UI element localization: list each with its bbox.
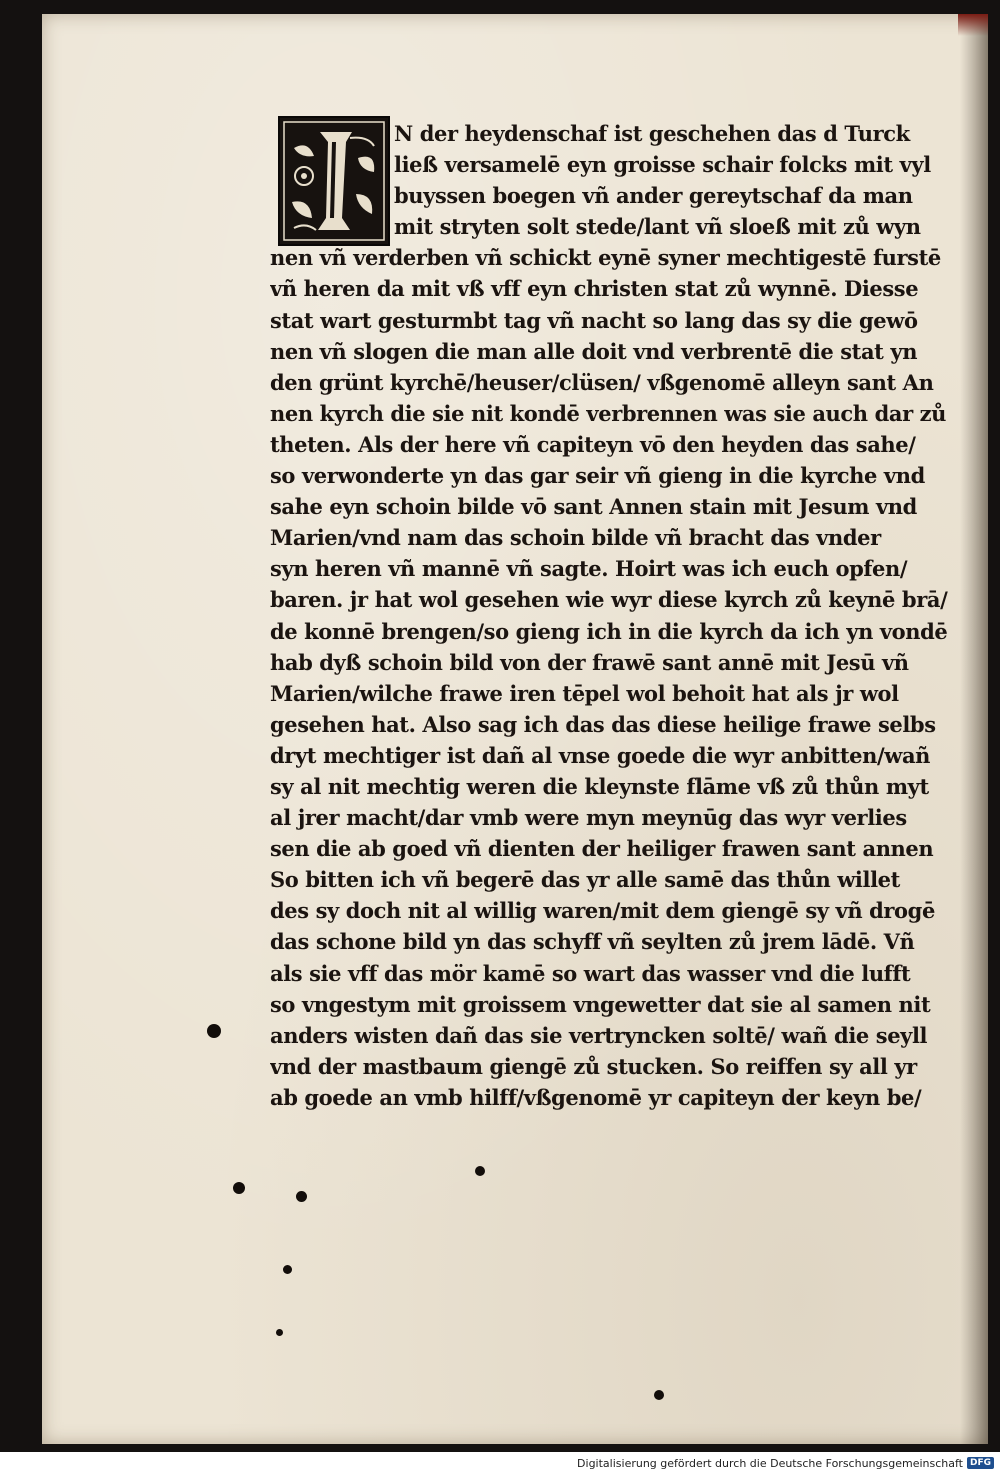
ink-speck xyxy=(207,1024,221,1038)
text-line-32: ab goede an vmb hilff/vßgenomē yr capiteyn der keyn be/ xyxy=(270,1084,922,1110)
text-line-3: buyssen boegen vñ ander gereytschaf da man xyxy=(394,183,913,209)
text-line-28: als sie vff das mör kamē so wart das wasser vnd die lufft xyxy=(270,960,911,986)
text-line-22: sy al nit mechtig weren die kleynste flāme vß zů thůn myt xyxy=(270,773,929,799)
text-line-18: hab dyß schoin bild von der frawē sant annē mit Jesū vñ xyxy=(270,649,909,675)
text-line-26: des sy doch nit al willig waren/mit dem giengē sy vñ drogē xyxy=(270,898,935,924)
dfg-logo: DFG xyxy=(967,1457,994,1469)
ink-speck xyxy=(654,1390,664,1400)
text-line-25: So bitten ich vñ begerē das yr alle samē das thůn willet xyxy=(270,867,900,893)
text-line-7: stat wart gesturmbt tag vñ nacht so lang das sy die gewō xyxy=(270,307,918,333)
text-line-20: gesehen hat. Also sag ich das das diese heilige frawe selbs xyxy=(270,711,936,737)
footer-credit: Digitalisierung gefördert durch die Deutsche Forschungsgemeinschaft xyxy=(577,1456,963,1470)
text-line-16: baren. jr hat wol gesehen wie wyr diese kyrch zů keynē brā/ xyxy=(270,587,948,613)
text-line-27: das schone bild yn das schyff vñ seylten zů jrem lādē. Vñ xyxy=(270,929,915,955)
ink-speck xyxy=(276,1329,283,1336)
text-line-19: Marien/wilche frawe iren tēpel wol behoit hat als jr wol xyxy=(270,680,899,706)
text-line-4: mit stryten solt stede/lant vñ sloeß mit zů wyn xyxy=(394,214,921,240)
ink-speck xyxy=(283,1265,292,1274)
text-line-2: ließ versamelē eyn groisse schair folcks mit vyl xyxy=(394,152,931,178)
ink-speck xyxy=(475,1166,485,1176)
text-line-17: de konnē brengen/so gieng ich in die kyrch da ich yn vondē xyxy=(270,618,948,644)
ink-speck xyxy=(296,1191,307,1202)
text-line-23: al jrer macht/dar vmb were myn meynūg das wyr verlies xyxy=(270,805,907,831)
text-line-8: nen vñ slogen die man alle doit vnd verbrentē die stat yn xyxy=(270,338,918,364)
text-line-31: vnd der mastbaum giengē zů stucken. So reiffen sy all yr xyxy=(270,1053,917,1079)
ink-speck xyxy=(233,1182,245,1194)
text-line-9: den grünt kyrchē/heuser/clüsen/ vßgenomē alleyn sant An xyxy=(270,369,934,395)
text-line-5: nen vñ verderben vñ schickt eynē syner mechtigestē furstē xyxy=(270,245,941,271)
text-line-29: so vngestym mit groissem vngewetter dat sie al samen nit xyxy=(270,991,931,1017)
text-line-11: theten. Als der here vñ capiteyn vō den heyden das sahe/ xyxy=(270,431,916,457)
text-line-24: sen die ab goed vñ dienten der heiliger frawen sant annen xyxy=(270,836,934,862)
text-line-14: Marien/vnd nam das schoin bilde vñ bracht das vnder xyxy=(270,525,881,551)
main-text-block xyxy=(270,118,950,1113)
footer-bar xyxy=(0,1452,1000,1474)
text-line-15: syn heren vñ mannē vñ sagte. Hoirt was ich euch opfen/ xyxy=(270,556,908,582)
text-line-30: anders wisten dañ das sie vertryncken soltē/ wañ die seyll xyxy=(270,1022,928,1048)
gutter-shadow xyxy=(960,14,988,1444)
text-line-13: sahe eyn schoin bilde vō sant Annen stain mit Jesum vnd xyxy=(270,494,917,520)
text-line-6: vñ heren da mit vß vff eyn christen stat zů wynnē. Diesse xyxy=(270,276,919,302)
text-line-12: so verwonderte yn das gar seir vñ gieng in die kyrche vnd xyxy=(270,463,925,489)
text-line-10: nen kyrch die sie nit kondē verbrennen was sie auch dar zů xyxy=(270,400,947,426)
text-line-1: N der heydenschaf ist geschehen das d Turck xyxy=(394,121,910,146)
text-line-21: dryt mechtiger ist dañ al vnse goede die wyr anbitten/wañ xyxy=(270,742,931,768)
page-edge-stain xyxy=(958,14,988,36)
